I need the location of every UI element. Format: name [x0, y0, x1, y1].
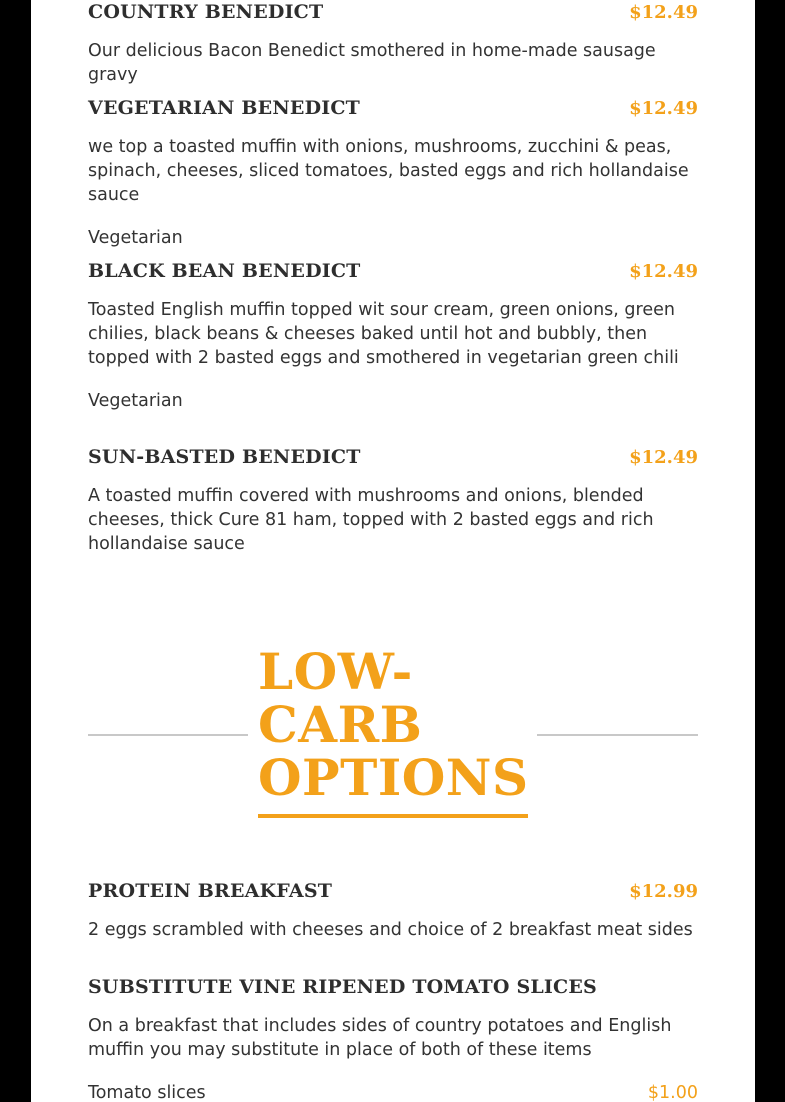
menu-item-sun-basted-benedict — [88, 446, 698, 556]
menu-item-black-bean-benedict — [88, 260, 698, 413]
menu-item-header — [88, 446, 698, 472]
menu-item-name: SUBSTITUTE VINE RIPENED TOMATO SLICES — [88, 976, 597, 998]
menu-item-name: VEGETARIAN BENEDICT — [88, 97, 360, 119]
section-title: LOW-CARB OPTIONS — [258, 645, 528, 818]
menu-item-description: Toasted English muffin topped wit sour cream, green onions, green chilies, black beans & cheeses baked until hot and bubbly, then topped with 2 basted eggs and smothered in vegetarian green chili — [88, 300, 679, 368]
menu-item-header — [88, 97, 698, 123]
menu-item-description: we top a toasted muffin with onions, mushrooms, zucchini & peas, spinach, cheeses, sliced tomatoes, basted eggs and rich hollandaise sauce — [88, 137, 689, 205]
menu-item-price: $12.49 — [629, 261, 698, 282]
menu-item-description: 2 eggs scrambled with cheeses and choice of 2 breakfast meat sides — [88, 920, 693, 940]
option-label: Tomato slices — [88, 1083, 206, 1102]
option-price: $1.00 — [647, 1083, 698, 1102]
menu-item-name: COUNTRY BENEDICT — [88, 1, 324, 23]
menu-item-name: BLACK BEAN BENEDICT — [88, 260, 361, 282]
menu-item-country-benedict — [88, 1, 698, 87]
divider-right — [537, 734, 698, 736]
menu-item-name: PROTEIN BREAKFAST — [88, 880, 333, 902]
menu-item-vegetarian-benedict — [88, 97, 698, 250]
divider-left — [88, 734, 248, 736]
dietary-tag: Vegetarian — [88, 391, 183, 411]
menu-item-header — [88, 260, 698, 286]
menu-item-header — [88, 1, 698, 27]
menu-item-description: A toasted muffin covered with mushrooms and onions, blended cheeses, thick Cure 81 ham, topped with 2 basted eggs and rich hollandaise sauce — [88, 486, 654, 554]
menu-item-header — [88, 976, 698, 1002]
menu-item-price: $12.49 — [629, 98, 698, 119]
menu-item-price: $12.49 — [629, 447, 698, 468]
option-row-tomato-slices — [88, 1081, 698, 1102]
menu-item-price: $12.49 — [629, 2, 698, 23]
menu-page — [31, 0, 755, 1102]
menu-item-description: Our delicious Bacon Benedict smothered in home-made sausage gravy — [88, 41, 656, 85]
menu-item-name: SUN-BASTED BENEDICT — [88, 446, 361, 468]
menu-item-price: $12.99 — [629, 881, 698, 902]
menu-item-header — [88, 880, 698, 906]
menu-item-substitute-tomato — [88, 976, 698, 1062]
dietary-tag: Vegetarian — [88, 228, 183, 248]
menu-item-description: On a breakfast that includes sides of country potatoes and English muffin you may substitute in place of both of these items — [88, 1016, 672, 1060]
menu-item-protein-breakfast — [88, 880, 698, 942]
section-header-low-carb — [88, 642, 698, 820]
